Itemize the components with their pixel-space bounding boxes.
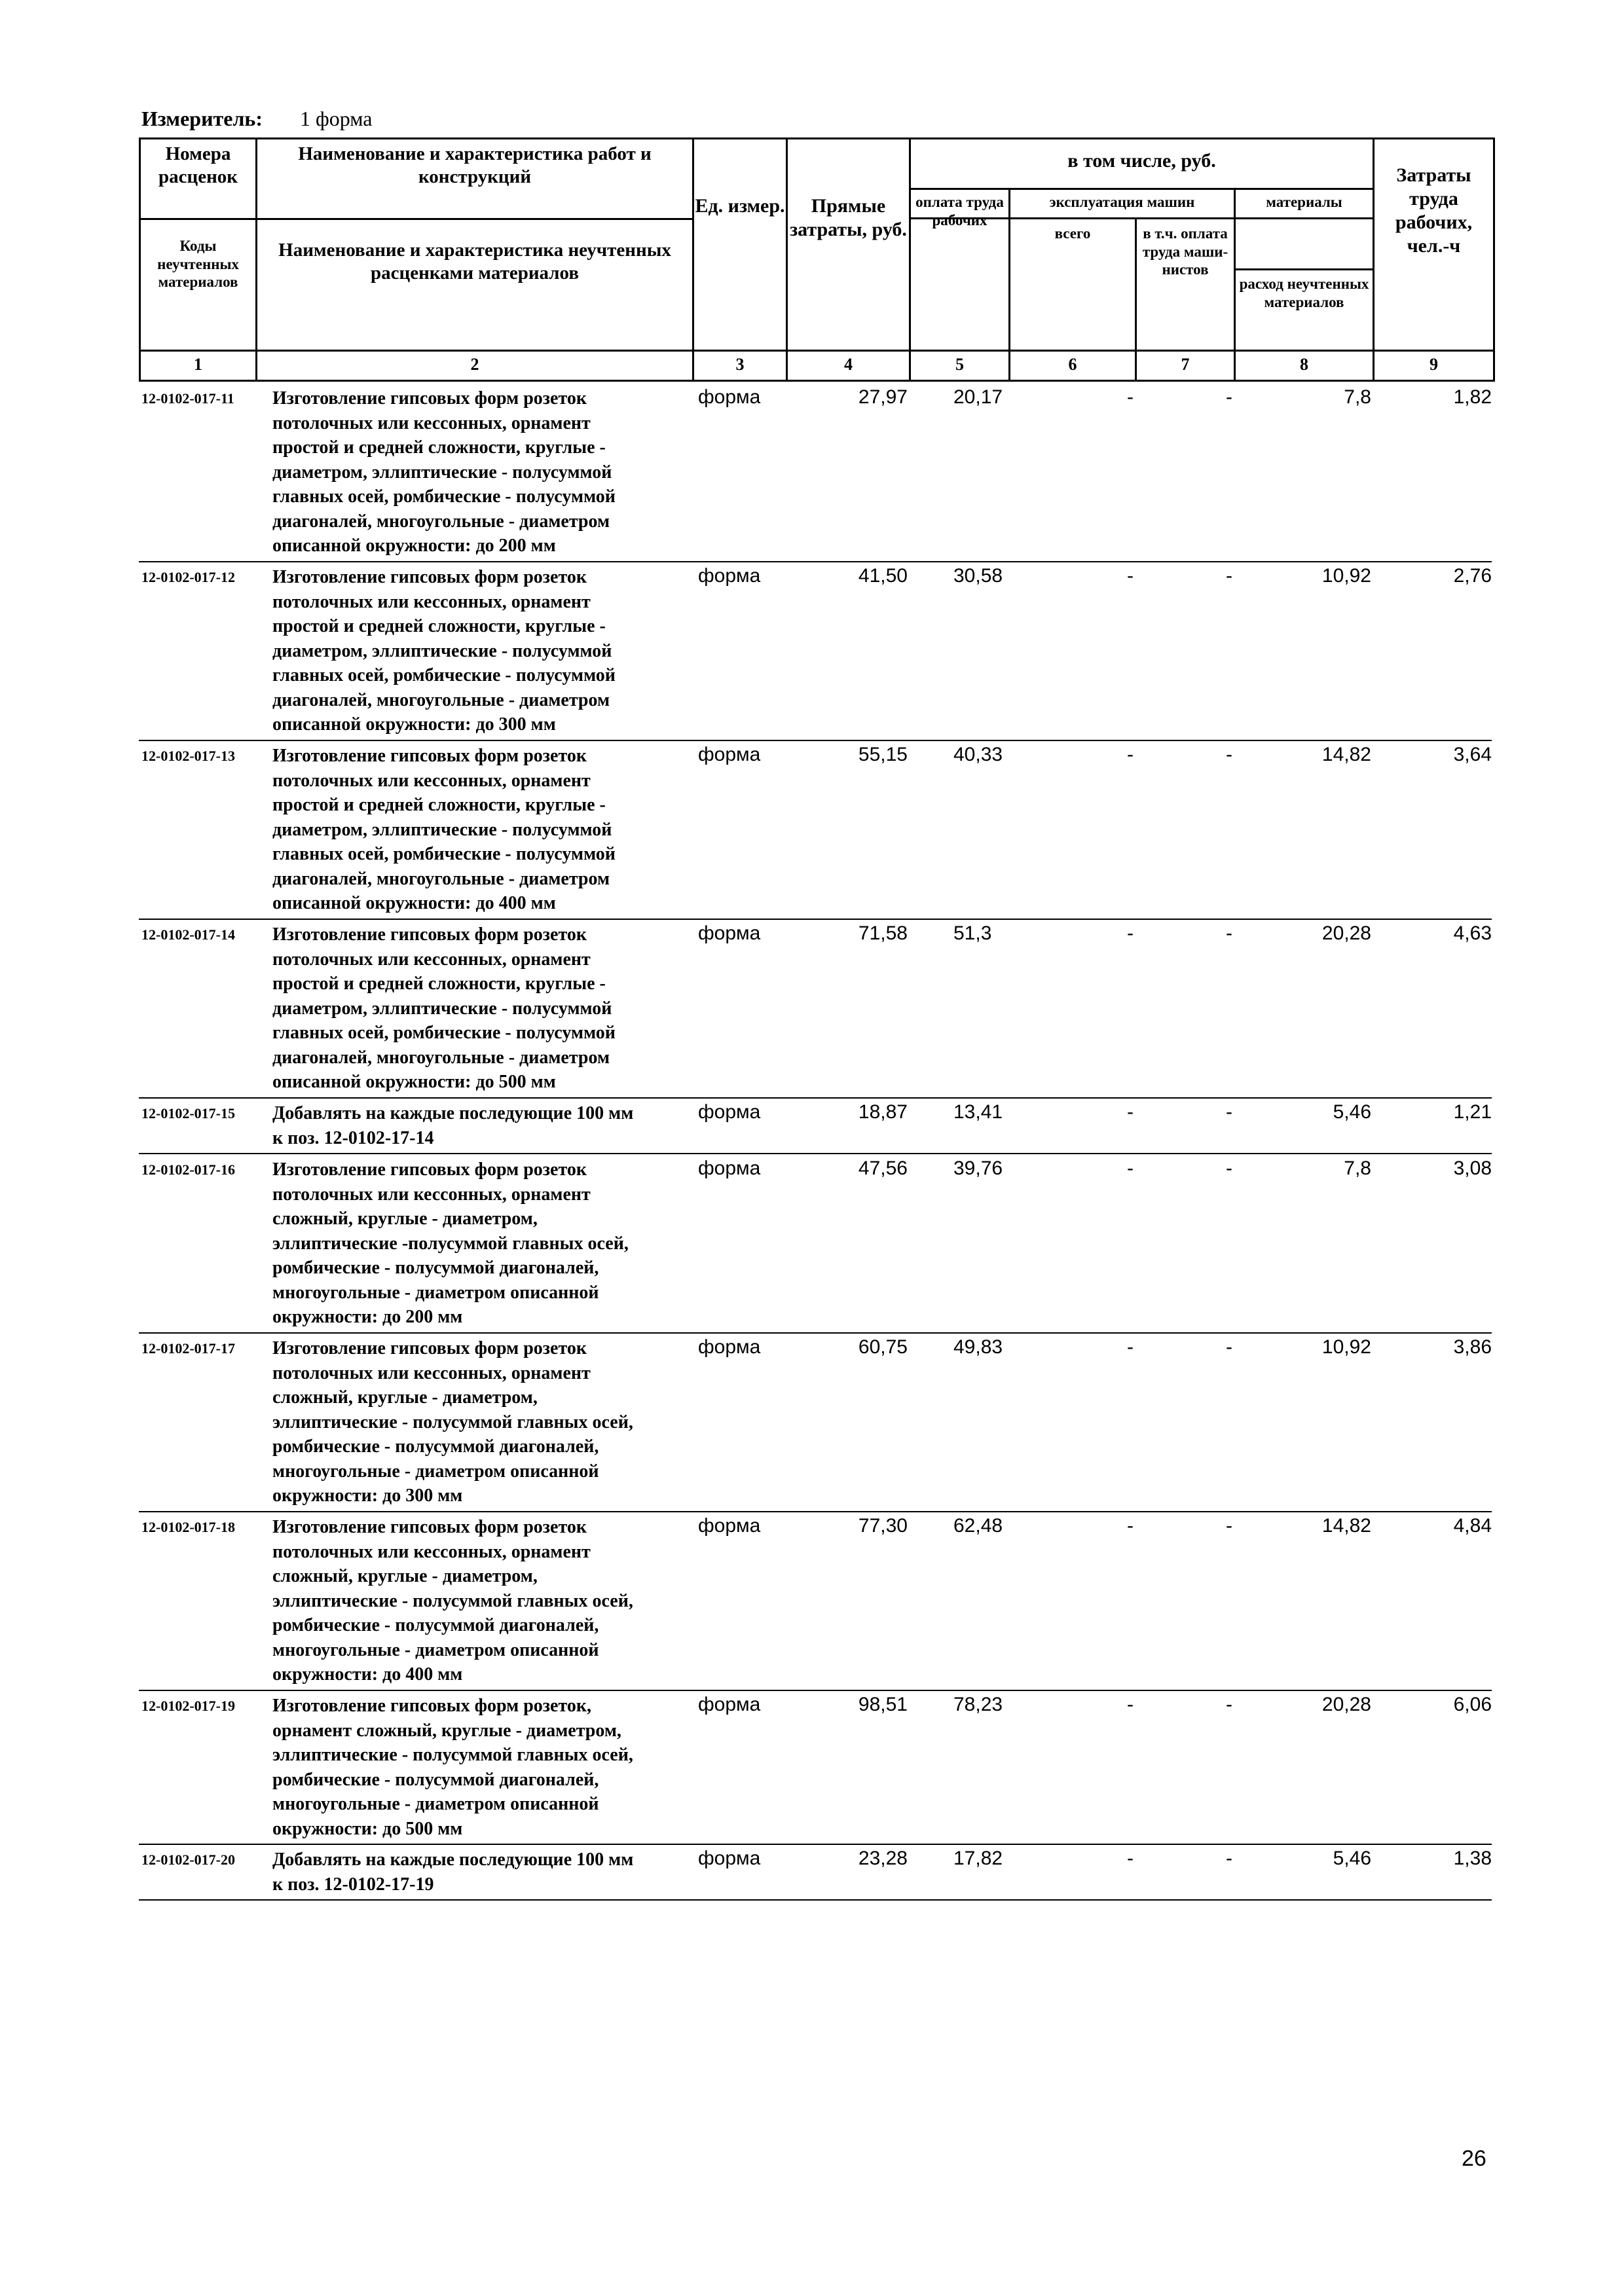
row-direct-cost: 18,87 xyxy=(858,1101,908,1123)
row-description-line: к поз. 12-0102-17-19 xyxy=(272,1874,434,1895)
row-code: 12-0102-017-11 xyxy=(141,390,234,407)
row-labor-hours: 2,76 xyxy=(1453,565,1492,587)
header-col8-top: материалы xyxy=(1266,194,1342,210)
row-description-line: главных осей, ромбические - полусуммой xyxy=(272,486,616,507)
row-description-line: описанной окружности: до 500 мм xyxy=(272,1072,556,1092)
row-separator xyxy=(139,740,1492,741)
row-code: 12-0102-017-13 xyxy=(141,748,235,764)
row-description-line: диагоналей, многоугольные - диаметром xyxy=(272,689,610,710)
row-machine-cost: - xyxy=(1127,1101,1134,1123)
row-direct-cost: 77,30 xyxy=(858,1515,908,1537)
row-description-line: потолочных или кессонных, орнамент xyxy=(272,949,591,970)
row-machine-cost: - xyxy=(1127,565,1134,587)
row-description-line: сложный, круглые - диаметром, xyxy=(272,1209,538,1229)
row-description xyxy=(272,1336,692,1508)
row-materials-cost: 7,8 xyxy=(1344,386,1371,408)
row-direct-cost: 47,56 xyxy=(858,1157,908,1179)
row-separator xyxy=(139,561,1492,562)
row-labor-hours: 4,63 xyxy=(1453,922,1492,944)
row-materials-cost: 7,8 xyxy=(1344,1157,1371,1179)
meter-label: Измеритель: xyxy=(141,107,263,130)
row-description-line: Изготовление гипсовых форм розеток xyxy=(272,924,587,945)
row-code: 12-0102-017-18 xyxy=(141,1519,235,1535)
row-labor-cost: 51,3 xyxy=(953,922,992,944)
row-direct-cost: 55,15 xyxy=(858,744,908,765)
row-description-line: Добавлять на каждые последующие 100 мм xyxy=(272,1850,634,1870)
row-description-line: простой и средней сложности, круглые - xyxy=(272,795,606,815)
row-materials-cost: 10,92 xyxy=(1321,565,1371,587)
row-machinist-labor-cost: - xyxy=(1226,1101,1232,1123)
row-description-line: потолочных или кессонных, орнамент xyxy=(272,1184,591,1205)
row-description xyxy=(272,1848,692,1897)
row-code: 12-0102-017-19 xyxy=(141,1698,235,1714)
row-machinist-labor-cost: - xyxy=(1226,386,1232,408)
row-description-line: эллиптические - полусуммой главных осей, xyxy=(272,1412,633,1432)
row-description-line: описанной окружности: до 300 мм xyxy=(272,714,556,735)
row-description-line: главных осей, ромбические - полусуммой xyxy=(272,844,616,864)
header-col2-bottom: Наименование и характеристика неучтенных расценками материалов xyxy=(278,240,671,283)
row-separator xyxy=(139,1097,1492,1099)
row-description-line: окружности: до 400 мм xyxy=(272,1664,463,1685)
row-materials-cost: 10,92 xyxy=(1321,1336,1371,1358)
row-materials-cost: 20,28 xyxy=(1321,922,1371,944)
row-description-line: ромбические - полусуммой диагоналей, xyxy=(272,1258,599,1278)
row-machine-cost: - xyxy=(1127,386,1134,408)
row-description-line: орнамент сложный, круглые - диаметром, xyxy=(272,1720,621,1741)
page-number: 26 xyxy=(1462,2146,1486,2171)
row-description-line: главных осей, ромбические - полусуммой xyxy=(272,665,616,685)
row-description-line: Изготовление гипсовых форм розеток xyxy=(272,388,587,409)
row-description-line: диаметром, эллиптические - полусуммой xyxy=(272,640,612,661)
row-code: 12-0102-017-15 xyxy=(141,1105,235,1121)
header-col1-top: Номера расценок xyxy=(158,143,238,187)
row-separator xyxy=(139,1332,1492,1334)
row-description-line: ромбические - полусуммой диагоналей, xyxy=(272,1436,599,1457)
row-description-line: Изготовление гипсовых форм розеток xyxy=(272,1517,587,1537)
row-description-line: многоугольные - диаметром описанной xyxy=(272,1282,599,1303)
row-separator xyxy=(139,1899,1492,1901)
header-col9: Затраты труда рабочих, чел.-ч xyxy=(1395,164,1473,257)
row-machinist-labor-cost: - xyxy=(1226,1515,1232,1537)
row-description-line: эллиптические -полусуммой главных осей, xyxy=(272,1233,629,1254)
row-description-line: Изготовление гипсовых форм розеток, xyxy=(272,1696,592,1716)
row-separator xyxy=(139,1690,1492,1691)
row-code: 12-0102-017-20 xyxy=(141,1851,235,1868)
row-separator xyxy=(139,1511,1492,1512)
row-unit: форма xyxy=(698,1101,761,1123)
row-description-line: потолочных или кессонных, орнамент xyxy=(272,412,591,433)
row-description-line: Изготовление гипсовых форм розеток xyxy=(272,746,587,766)
row-description-line: Изготовление гипсовых форм розеток xyxy=(272,1338,587,1358)
row-direct-cost: 71,58 xyxy=(858,922,908,944)
header-group-including: в том числе, руб. xyxy=(1067,150,1216,172)
row-machine-cost: - xyxy=(1127,922,1134,944)
row-direct-cost: 41,50 xyxy=(858,565,908,587)
row-description-line: диаметром, эллиптические - полусуммой xyxy=(272,462,612,483)
row-description-line: многоугольные - диаметром описанной xyxy=(272,1461,599,1482)
row-description-line: окружности: до 500 мм xyxy=(272,1818,463,1839)
row-materials-cost: 5,46 xyxy=(1333,1101,1371,1123)
row-labor-hours: 1,38 xyxy=(1453,1848,1492,1869)
row-labor-hours: 6,06 xyxy=(1453,1694,1492,1715)
col-number-3: 3 xyxy=(735,355,745,374)
row-machinist-labor-cost: - xyxy=(1226,744,1232,765)
row-materials-cost: 20,28 xyxy=(1321,1694,1371,1715)
row-description-line: простой и средней сложности, круглые - xyxy=(272,437,606,458)
row-description-line: окружности: до 200 мм xyxy=(272,1307,463,1327)
row-description-line: главных осей, ромбические - полусуммой xyxy=(272,1023,616,1043)
row-labor-hours: 1,21 xyxy=(1453,1101,1492,1123)
col-number-1: 1 xyxy=(194,355,202,374)
col-number-7: 7 xyxy=(1181,355,1190,374)
row-description-line: Изготовление гипсовых форм розеток xyxy=(272,567,587,587)
header-col7: в т.ч. оплата труда маши-нистов xyxy=(1142,225,1228,278)
row-labor-cost: 20,17 xyxy=(953,386,1003,408)
row-machine-cost: - xyxy=(1127,1694,1134,1715)
row-labor-cost: 40,33 xyxy=(953,744,1003,765)
row-description xyxy=(272,386,692,558)
header-col6: всего xyxy=(1054,225,1091,242)
header-col2-top: Наименование и характеристика работ и конструкций xyxy=(298,143,652,187)
row-direct-cost: 23,28 xyxy=(858,1848,908,1869)
row-machine-cost: - xyxy=(1127,1515,1134,1537)
row-labor-cost: 17,82 xyxy=(953,1848,1003,1869)
row-labor-hours: 1,82 xyxy=(1453,386,1492,408)
row-labor-cost: 13,41 xyxy=(953,1101,1003,1123)
row-description-line: Изготовление гипсовых форм розеток xyxy=(272,1159,587,1180)
row-description-line: потолочных или кессонных, орнамент xyxy=(272,591,591,612)
row-machine-cost: - xyxy=(1127,1336,1134,1358)
row-code: 12-0102-017-14 xyxy=(141,926,235,943)
row-description-line: диагоналей, многоугольные - диаметром xyxy=(272,1047,610,1068)
row-code: 12-0102-017-16 xyxy=(141,1161,235,1178)
col-number-5: 5 xyxy=(955,355,964,374)
row-machine-cost: - xyxy=(1127,1157,1134,1179)
header-group-machines: эксплуатация машин xyxy=(1049,194,1195,210)
row-description-line: Добавлять на каждые последующие 100 мм xyxy=(272,1103,634,1123)
row-unit: форма xyxy=(698,386,761,408)
row-labor-cost: 30,58 xyxy=(953,565,1003,587)
row-materials-cost: 14,82 xyxy=(1321,744,1371,765)
row-unit: форма xyxy=(698,1336,761,1358)
row-materials-cost: 14,82 xyxy=(1321,1515,1371,1537)
row-description xyxy=(272,744,692,916)
row-labor-cost: 62,48 xyxy=(953,1515,1003,1537)
row-description-line: многоугольные - диаметром описанной xyxy=(272,1639,599,1660)
row-description xyxy=(272,1101,692,1150)
row-description-line: окружности: до 300 мм xyxy=(272,1485,463,1506)
row-description-line: эллиптические - полусуммой главных осей, xyxy=(272,1745,633,1765)
row-description-line: сложный, круглые - диаметром, xyxy=(272,1566,538,1586)
row-labor-cost: 49,83 xyxy=(953,1336,1003,1358)
row-description-line: потолочных или кессонных, орнамент xyxy=(272,1362,591,1383)
row-labor-cost: 78,23 xyxy=(953,1694,1003,1715)
col-number-2: 2 xyxy=(470,355,479,374)
row-unit: форма xyxy=(698,922,761,944)
row-machinist-labor-cost: - xyxy=(1226,1157,1232,1179)
row-description-line: эллиптические - полусуммой главных осей, xyxy=(272,1590,633,1611)
header-col4: Прямые затраты, руб. xyxy=(790,195,907,240)
row-description-line: сложный, круглые - диаметром, xyxy=(272,1387,538,1408)
row-labor-cost: 39,76 xyxy=(953,1157,1003,1179)
row-description-line: диаметром, эллиптические - полусуммой xyxy=(272,998,612,1019)
row-description-line: диаметром, эллиптические - полусуммой xyxy=(272,819,612,840)
row-description-line: простой и средней сложности, круглые - xyxy=(272,974,606,994)
row-description-line: ромбические - полусуммой диагоналей, xyxy=(272,1615,599,1635)
col-number-8: 8 xyxy=(1300,355,1308,374)
row-labor-hours: 3,08 xyxy=(1453,1157,1492,1179)
row-description xyxy=(272,1515,692,1687)
col-number-6: 6 xyxy=(1068,355,1077,374)
row-description-line: диагоналей, многоугольные - диаметром xyxy=(272,511,610,532)
row-description xyxy=(272,565,692,737)
row-direct-cost: 27,97 xyxy=(858,386,908,408)
row-description-line: ромбические - полусуммой диагоналей, xyxy=(272,1769,599,1790)
row-separator xyxy=(139,1844,1492,1845)
row-code: 12-0102-017-12 xyxy=(141,569,235,585)
row-unit: форма xyxy=(698,1157,761,1179)
row-machinist-labor-cost: - xyxy=(1226,1694,1232,1715)
row-machinist-labor-cost: - xyxy=(1226,565,1232,587)
row-description xyxy=(272,922,692,1095)
row-description-line: простой и средней сложности, круглые - xyxy=(272,616,606,636)
meter-value: 1 форма xyxy=(300,107,373,130)
row-description-line: описанной окружности: до 200 мм xyxy=(272,536,556,556)
row-machine-cost: - xyxy=(1127,744,1134,765)
row-unit: форма xyxy=(698,744,761,765)
row-separator xyxy=(139,1153,1492,1154)
row-code: 12-0102-017-17 xyxy=(141,1340,235,1357)
header-col8-bottom: расход неучтенных материалов xyxy=(1239,276,1369,310)
row-description xyxy=(272,1694,692,1841)
row-unit: форма xyxy=(698,1848,761,1869)
row-machine-cost: - xyxy=(1127,1848,1134,1869)
row-machinist-labor-cost: - xyxy=(1226,1848,1232,1869)
header-col3: Ед. измер. xyxy=(695,195,785,217)
row-direct-cost: 60,75 xyxy=(858,1336,908,1358)
row-description-line: диагоналей, многоугольные - диаметром xyxy=(272,868,610,889)
header-col1-bottom: Коды неучтенных материалов xyxy=(157,238,239,291)
row-description-line: многоугольные - диаметром описанной xyxy=(272,1794,599,1814)
row-labor-hours: 3,86 xyxy=(1453,1336,1492,1358)
row-machinist-labor-cost: - xyxy=(1226,1336,1232,1358)
row-machinist-labor-cost: - xyxy=(1226,922,1232,944)
col-number-4: 4 xyxy=(844,355,853,374)
row-description-line: описанной окружности: до 400 мм xyxy=(272,893,556,913)
row-direct-cost: 98,51 xyxy=(858,1694,908,1715)
row-unit: форма xyxy=(698,1694,761,1715)
row-labor-hours: 4,84 xyxy=(1453,1515,1492,1537)
row-separator xyxy=(139,919,1492,920)
col-number-9: 9 xyxy=(1430,355,1438,374)
header-col5: оплата труда рабочих xyxy=(915,194,1004,228)
row-description xyxy=(272,1157,692,1330)
row-materials-cost: 5,46 xyxy=(1333,1848,1371,1869)
row-labor-hours: 3,64 xyxy=(1453,744,1492,765)
row-unit: форма xyxy=(698,1515,761,1537)
row-description-line: потолочных или кессонных, орнамент xyxy=(272,770,591,791)
row-description-line: к поз. 12-0102-17-14 xyxy=(272,1127,434,1148)
row-description-line: потолочных или кессонных, орнамент xyxy=(272,1541,591,1562)
row-unit: форма xyxy=(698,565,761,587)
